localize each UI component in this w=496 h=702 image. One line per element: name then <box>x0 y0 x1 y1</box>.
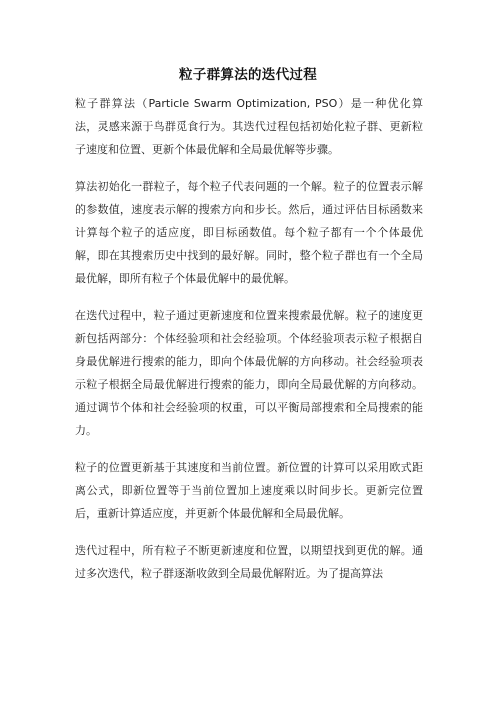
paragraph-1: 粒子群算法（Particle Swarm Optimization, PSO）是一种优化算法，灵感来源于鸟群觅食行为。其迭代过程包括初始化粒子群、更新粒子速度和位置、更新个体最优解和全局最优解等步骤。 <box>75 97 423 156</box>
document-body <box>75 92 423 599</box>
paragraph-4: 粒子的位置更新基于其速度和当前位置。新位置的计算可以采用欧式距离公式，即新位置等于当前位置加上速度乘以时间步长。更新完位置后，重新计算适应度，并更新个体最优解和全局最优解。 <box>75 461 423 520</box>
paragraph-2: 算法初始化一群粒子，每个粒子代表问题的一个解。粒子的位置表示解的参数值，速度表示解的搜索方向和步长。然后，通过评估目标函数来计算每个粒子的适应度，即目标函数值。每个粒子都有一个个体最优解，即在其搜索历史中找到的最好解。同时，整个粒子群也有一个全局最优解，即所有粒子个体最优解中的最优解。 <box>75 180 423 285</box>
paragraph-3: 在迭代过程中，粒子通过更新速度和位置来搜索最优解。粒子的速度更新包括两部分：个体经验项和社会经验项。个体经验项表示粒子根据自身最优解进行搜索的能力，即向个体最优解的方向移动。社会经验项表示粒子根据全局最优解进行搜索的能力，即向全局最优解的方向移动。通过调节个体和社会经验项的权重，可以平衡局部搜索和全局搜索的能力。 <box>75 309 423 437</box>
document-title: 粒子群算法的迭代过程 <box>179 67 317 83</box>
paragraph-5: 迭代过程中，所有粒子不断更新速度和位置，以期望找到更优的解。通过多次迭代，粒子群逐渐收敛到全局最优解附近。为了提高算法 <box>75 544 423 580</box>
